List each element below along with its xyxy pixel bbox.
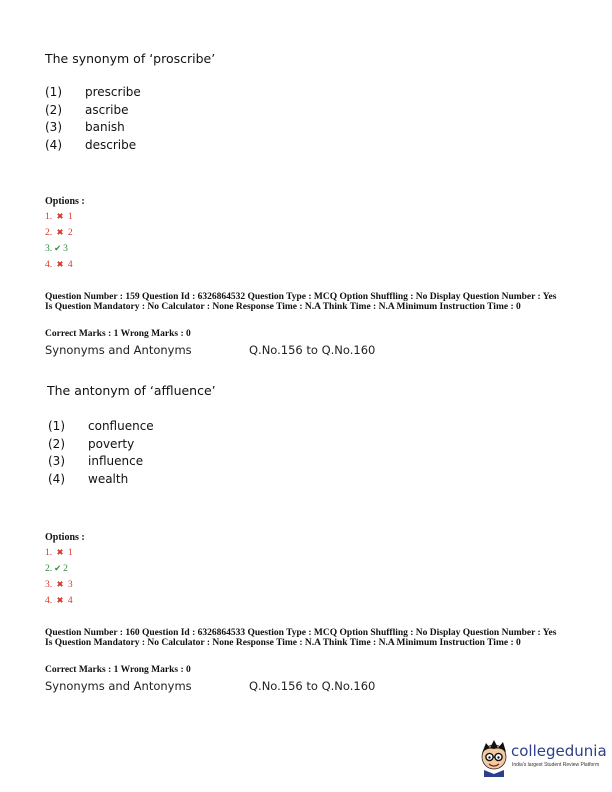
choice-number: (2) [45,102,62,117]
choice-text: wealth [88,471,129,486]
logo-wordmark: collegedunia [511,742,607,760]
section-name: Synonyms and Antonyms [45,679,192,693]
option-value: 3 [67,580,73,590]
question-meta: Question Number : 160 Question Id : 6326864533 Question Type : MCQ Option Shuffling : No Display Question Number : Yes Is Question Mandatory : No Calculator : None Response Time : N.A Think Time : N.A Minimum Instruction Time : 0 [45,628,557,648]
option-item [45,259,73,275]
cross-icon: ✖ [56,579,64,589]
option-value: 4 [67,596,73,606]
cross-icon: ✖ [56,211,64,221]
choice-number: (4) [48,471,65,486]
choice-list [48,419,154,489]
option-value: 4 [67,260,73,270]
option-item [45,211,73,227]
option-label: 1. [45,212,53,222]
choice-number: (1) [45,85,62,99]
option-label: 4. [45,596,53,606]
option-label: 2. [45,228,53,238]
choice-item [48,419,154,437]
cross-icon: ✖ [56,595,64,605]
option-label: 3. [45,580,53,590]
options-list [45,211,73,275]
choice-number: (4) [45,137,62,152]
cross-icon: ✖ [56,227,64,237]
question-text: The synonym of ‘proscribe’ [45,51,216,66]
option-label: 3. [45,244,53,254]
choice-number: (2) [48,436,65,451]
marks-info: Correct Marks : 1 Wrong Marks : 0 [45,329,191,339]
choice-item [45,103,141,121]
options-heading: Options : [45,532,85,543]
option-label: 2. [45,564,53,574]
section-name: Synonyms and Antonyms [45,343,192,357]
choice-item [45,120,141,138]
choice-number: (1) [48,419,65,433]
check-icon: ✔ [54,563,62,573]
option-value: 2 [63,564,68,574]
choice-text: influence [88,454,144,468]
choice-text: banish [85,120,125,134]
option-label: 4. [45,260,53,270]
marks-info: Correct Marks : 1 Wrong Marks : 0 [45,665,191,675]
question-range: Q.No.156 to Q.No.160 [249,679,376,693]
choice-item [48,437,154,455]
option-label: 1. [45,548,53,558]
choice-text: confluence [88,419,154,433]
option-item [45,243,73,259]
check-icon: ✔ [54,243,62,253]
question-range: Q.No.156 to Q.No.160 [249,343,376,357]
options-heading: Options : [45,196,85,207]
option-value: 1 [67,548,73,558]
choice-text: describe [85,137,137,152]
cross-icon: ✖ [56,259,64,269]
student-mascot-icon [476,737,512,777]
logo-tagline: India's largest Student Review Platform [512,762,600,768]
option-item [45,547,73,563]
choice-item [48,472,154,490]
option-value: 3 [63,244,68,254]
option-value: 1 [67,212,73,222]
question-text: The antonym of ‘affluence’ [47,383,216,398]
choice-item [45,138,141,156]
option-value: 2 [67,228,73,238]
cross-icon: ✖ [56,547,64,557]
choice-item [48,454,154,472]
option-item [45,595,73,611]
choice-text: poverty [88,436,135,451]
choice-text: prescribe [85,85,141,99]
question-meta: Question Number : 159 Question Id : 6326864532 Question Type : MCQ Option Shuffling : No Display Question Number : Yes Is Question Mandatory : No Calculator : None Response Time : N.A Think Time : N.A Minimum Instruction Time : 0 [45,292,557,312]
options-list [45,547,73,611]
choice-text: ascribe [85,102,129,117]
option-item [45,563,73,579]
option-item [45,227,73,243]
choice-number: (3) [48,454,65,468]
option-item [45,579,73,595]
choice-item [45,85,141,103]
choice-list [45,85,141,155]
choice-number: (3) [45,120,62,134]
